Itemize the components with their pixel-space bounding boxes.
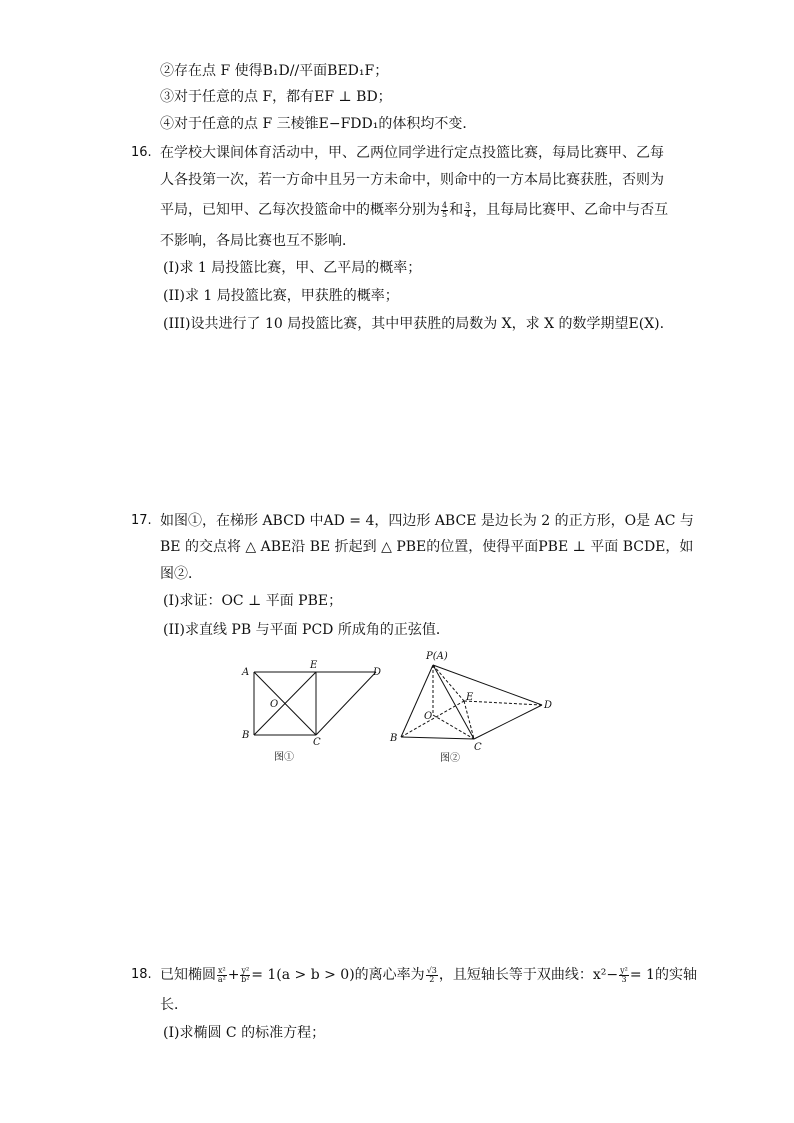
- edge-CD: [316, 672, 376, 735]
- q16-line3: [160, 201, 668, 219]
- edge-ED: [464, 701, 542, 705]
- plus-sign: +: [227, 967, 240, 983]
- q16-part2: (II)求 1 局投篮比赛，甲获胜的概率；: [163, 288, 399, 304]
- q17-number: 17.: [131, 513, 152, 528]
- fraction-y2-3: $\frac{\text{y²}}{3}$: [620, 965, 628, 984]
- fraction-sqrt3-2: $\frac{√3}{2}$: [426, 965, 437, 984]
- edge-PB: [401, 665, 433, 737]
- label-D: D: [373, 667, 382, 678]
- q16-line3c: ，且每局比赛甲、乙命中与否互: [472, 202, 669, 218]
- edge-EC: [464, 701, 474, 739]
- q16-line1: 在学校大课间体育活动中，甲、乙两位同学进行定点投篮比赛，每局比赛甲、乙每: [160, 145, 664, 161]
- q16-line3a: 平局，已知甲、乙每次投篮命中的概率分别为: [160, 202, 440, 218]
- figure-1-trapezoid: [236, 655, 396, 770]
- label-C: C: [474, 742, 482, 753]
- q18-part1: (I)求椭圆 C 的标准方程；: [163, 1025, 326, 1041]
- q17-line3: 图②．: [160, 566, 202, 582]
- fraction-x2-a2: $\frac{\text{x²}}{\text{a²}}$: [217, 965, 226, 984]
- figure-2-pyramid: [384, 645, 564, 770]
- q18-line1d: = 1的实轴: [629, 967, 697, 983]
- q16-number: 16.: [131, 145, 152, 160]
- q17-line2: BE 的交点将 △ ABE沿 BE 折起到 △ PBE的位置，使得平面PBE ⊥ 平面 BCDE，如: [160, 539, 694, 555]
- edge-CD: [474, 705, 542, 739]
- q16-line4: 不影响，各局比赛也互不影响．: [160, 233, 356, 249]
- label-E: E: [310, 660, 318, 671]
- prev-item-2: ②存在点 F 使得B₁D//平面BED₁F；: [160, 63, 389, 79]
- fraction-3-4: $\frac{3}{4}$: [465, 200, 471, 219]
- q17-line1: 如图①，在梯形 ABCD 中AD = 4，四边形 ABCE 是边长为 2 的正方形，O是 AC 与: [160, 513, 694, 529]
- label-B: B: [390, 733, 398, 744]
- prev-item-4: ④对于任意的点 F 三棱锥E−FDD₁的体积均不变．: [160, 116, 477, 132]
- label-O: O: [270, 699, 279, 710]
- prev-item-3: ③对于任意的点 F，都有EF ⊥ BD；: [160, 89, 392, 105]
- q18-line1: [160, 966, 697, 984]
- label-D: D: [544, 700, 553, 711]
- edge-BC: [401, 737, 474, 739]
- figure-1-caption: 图①: [274, 752, 294, 763]
- q18-line1c: ，且短轴长等于双曲线：x²−: [438, 967, 619, 983]
- q17-part2: (II)求直线 PB 与平面 PCD 所成角的正弦值．: [163, 622, 450, 638]
- q18-line2: 长．: [160, 997, 188, 1013]
- q16-line2: 人各投第一次，若一方命中且另一方未命中，则命中的一方本局比赛获胜，否则为: [160, 172, 664, 188]
- fraction-4-5: $\frac{4}{5}$: [442, 200, 448, 219]
- q18-line1a: 已知椭圆: [160, 967, 216, 983]
- q16-part1: (I)求 1 局投篮比赛，甲、乙平局的概率；: [163, 260, 422, 276]
- label-B: B: [242, 730, 250, 741]
- q18-line1b: = 1(a > b > 0)的离心率为: [251, 967, 425, 983]
- label-C: C: [313, 737, 321, 748]
- q16-line3b: 和: [449, 202, 464, 218]
- label-P: P(A): [426, 651, 448, 662]
- q17-part1: (I)求证：OC ⊥ 平面 PBE；: [163, 593, 343, 609]
- fraction-y2-b2: $\frac{\text{y²}}{\text{b²}}$: [241, 965, 250, 984]
- edge-PD: [433, 665, 542, 705]
- q18-number: 18.: [131, 967, 152, 982]
- q16-part3: (III)设共进行了 10 局投篮比赛，其中甲获胜的局数为 X，求 X 的数学期望E(X).: [163, 316, 665, 332]
- label-O: O: [424, 711, 433, 722]
- label-E: E: [466, 692, 474, 703]
- figure-2-caption: 图②: [440, 753, 460, 764]
- label-A: A: [242, 667, 250, 678]
